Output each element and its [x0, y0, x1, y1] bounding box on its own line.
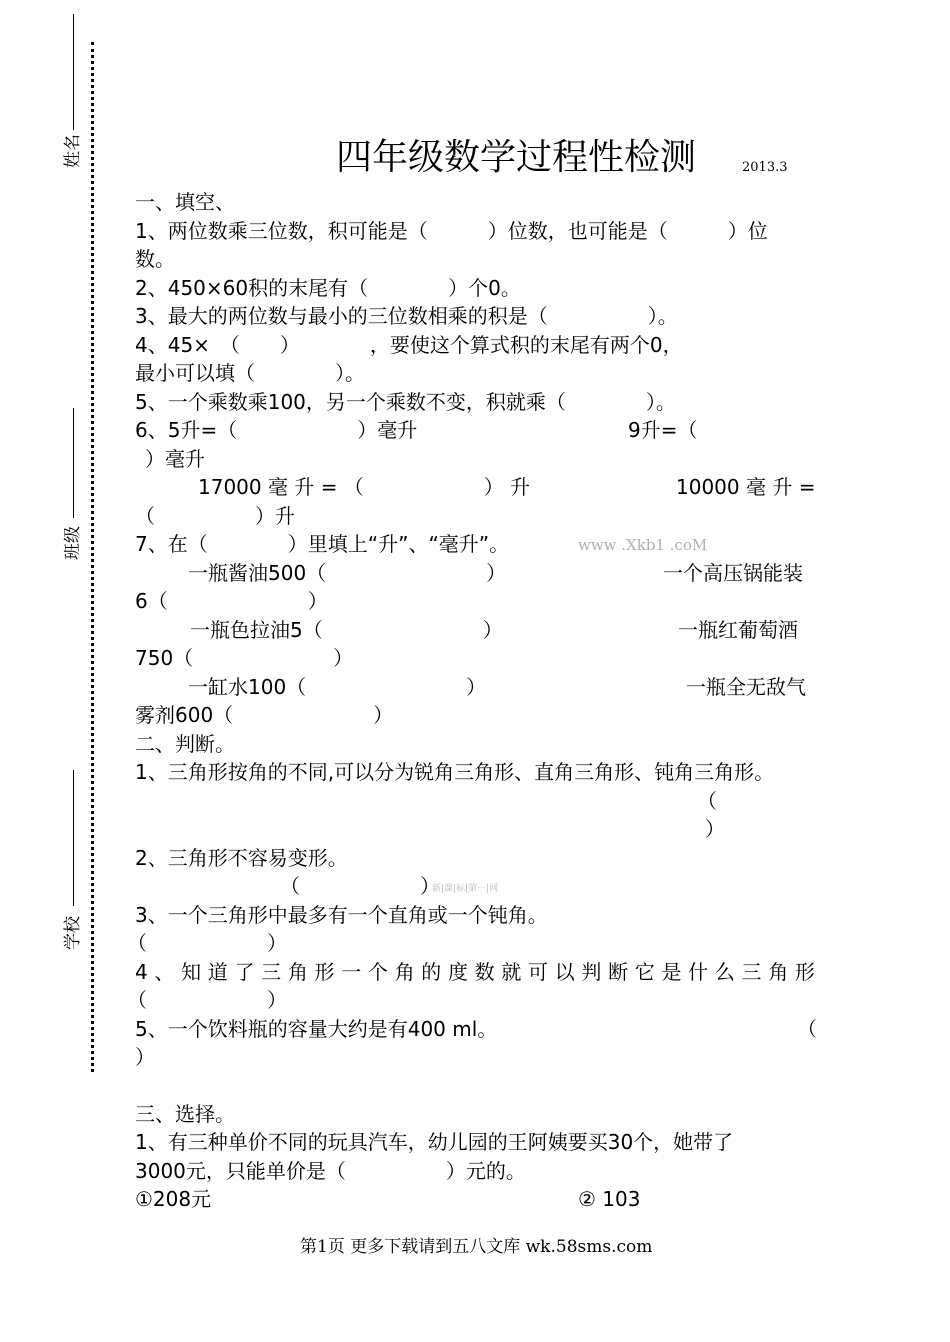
question-2-4-char: 就 — [501, 960, 522, 984]
question-2-4-char: 了 — [234, 960, 255, 984]
class-label: 班级 — [63, 526, 83, 560]
question-1-7-row2-right: 一瓶红葡萄酒 — [678, 618, 798, 642]
question-2-4-char: 么 — [714, 960, 735, 984]
question-2-1-paren-open: （ — [697, 789, 717, 813]
question-2-4-char: 什 — [688, 960, 709, 984]
question-2-4-char: 角 — [768, 960, 789, 984]
question-2-1: 1、三角形按角的不同,可以分为锐角三角形、直角三角形、钝角三角形。 — [135, 760, 775, 784]
question-1-7-row3-cont: 雾剂600（ ） — [135, 703, 394, 727]
school-line — [73, 770, 74, 906]
question-1-7-row1-left: 一瓶酱油500（ ） — [188, 561, 507, 585]
question-3-1b: 3000元，只能单价是（ ）元的。 — [135, 1159, 526, 1183]
question-2-4-char: 判 — [581, 960, 602, 984]
question-2-4-char: 断 — [608, 960, 629, 984]
question-2-4-paren: （ ） — [127, 988, 287, 1012]
school-label: 学校 — [63, 916, 83, 950]
question-2-4-char: 个 — [367, 960, 388, 984]
question-1-7-row1-cont: 6（ ） — [135, 589, 328, 613]
question-2-1-paren-close: ） — [705, 817, 725, 841]
page-footer: 第1页 更多下载请到五八文库 wk.58sms.com — [300, 1237, 653, 1257]
question-2-4-char: 可 — [528, 960, 549, 984]
question-1-7-row1-right: 一个高压锅能装 — [663, 561, 803, 585]
question-1-7-row2-cont: 750（ ） — [135, 646, 354, 670]
question-1-1a: 1、两位数乘三位数，积可能是（ ）位数，也可能是（ ）位 — [135, 219, 768, 243]
question-2-5: 5、一个饮料瓶的容量大约是有400 ml。 — [135, 1017, 498, 1041]
section3-heading: 三、选择。 — [135, 1102, 235, 1126]
question-2-4-char: 数 — [474, 960, 495, 984]
watermark: www .Xkb1 .coM — [578, 536, 708, 554]
exam-date: 2013.3 — [742, 160, 788, 175]
name-line — [73, 14, 74, 130]
question-1-7: 7、在（ ）里填上“升”、“毫升”。 — [135, 532, 510, 556]
question-2-4-char: 角 — [394, 960, 415, 984]
question-2-4-char: 角 — [287, 960, 308, 984]
section2-heading: 二、判断。 — [135, 732, 235, 756]
question-2-4-char: 的 — [421, 960, 442, 984]
question-2-2: 2、三角形不容易变形。 — [135, 846, 348, 870]
section1-heading: 一、填空、 — [135, 190, 235, 214]
question-2-4-char: 知 — [181, 960, 202, 984]
question-1-3: 3、最大的两位数与最小的三位数相乘的积是（ ）。 — [135, 304, 678, 328]
question-1-7-row3-right: 一瓶全无敌气 — [686, 675, 806, 699]
question-2-4-char: 形 — [794, 960, 815, 984]
question-2-4-char: 形 — [314, 960, 335, 984]
question-2-2-paren: （ ） — [280, 874, 440, 898]
page-title: 四年级数学过程性检测 — [336, 137, 697, 178]
watermark-2: 新|课|标|第一|网 — [432, 884, 499, 894]
question-2-3-paren: （ ） — [127, 931, 287, 955]
question-2-4-char: 三 — [261, 960, 282, 984]
question-1-6b: ）毫升 — [145, 447, 205, 471]
question-2-4-char: 、 — [154, 960, 175, 984]
question-1-4a: 4、45× （ ） ，要使这个算式积的末尾有两个0， — [135, 333, 683, 357]
question-2-4-char: 度 — [447, 960, 468, 984]
question-1-2: 2、450×60积的末尾有（ ）个0。 — [135, 276, 521, 300]
question-1-6c-left: 17000 毫 升 = （ ） 升 — [198, 475, 531, 499]
option-2: ② 103 — [578, 1187, 641, 1211]
name-label: 姓名 — [63, 134, 83, 168]
question-1-4b: 最小可以填（ ）。 — [135, 361, 365, 385]
question-2-4 — [135, 958, 815, 986]
class-line — [73, 408, 74, 518]
question-2-4-char: 三 — [741, 960, 762, 984]
question-1-5: 5、一个乘数乘100，另一个乘数不变，积就乘（ ）。 — [135, 390, 676, 414]
question-2-4-char: 是 — [661, 960, 682, 984]
question-3-1a: 1、有三种单价不同的玩具汽车，幼儿园的王阿姨要买30个，她带了 — [135, 1130, 734, 1154]
question-2-4-char: 4 — [135, 960, 148, 984]
question-1-6a-right: 9升=（ — [628, 418, 698, 442]
question-1-7-row2-left: 一瓶色拉油5（ ） — [190, 618, 503, 642]
question-2-5-paren-close: ） — [135, 1045, 155, 1069]
question-2-4-char: 道 — [207, 960, 228, 984]
question-2-5-paren-open: （ — [797, 1017, 817, 1041]
option-1: ①208元 — [135, 1187, 212, 1211]
question-1-6d: （ ）升 — [135, 504, 295, 528]
question-2-4-char: 以 — [554, 960, 575, 984]
question-1-6c-right: 10000 毫 升 = — [676, 475, 816, 499]
question-1-1b: 数。 — [135, 247, 175, 271]
question-2-3: 3、一个三角形中最多有一个直角或一个钝角。 — [135, 903, 548, 927]
binding-dotted-line — [91, 42, 94, 1072]
question-2-4-char: 一 — [341, 960, 362, 984]
question-1-6a-left: 6、5升=（ ）毫升 — [135, 418, 418, 442]
question-2-4-char: 它 — [634, 960, 655, 984]
question-1-7-row3-left: 一缸水100（ ） — [188, 675, 487, 699]
